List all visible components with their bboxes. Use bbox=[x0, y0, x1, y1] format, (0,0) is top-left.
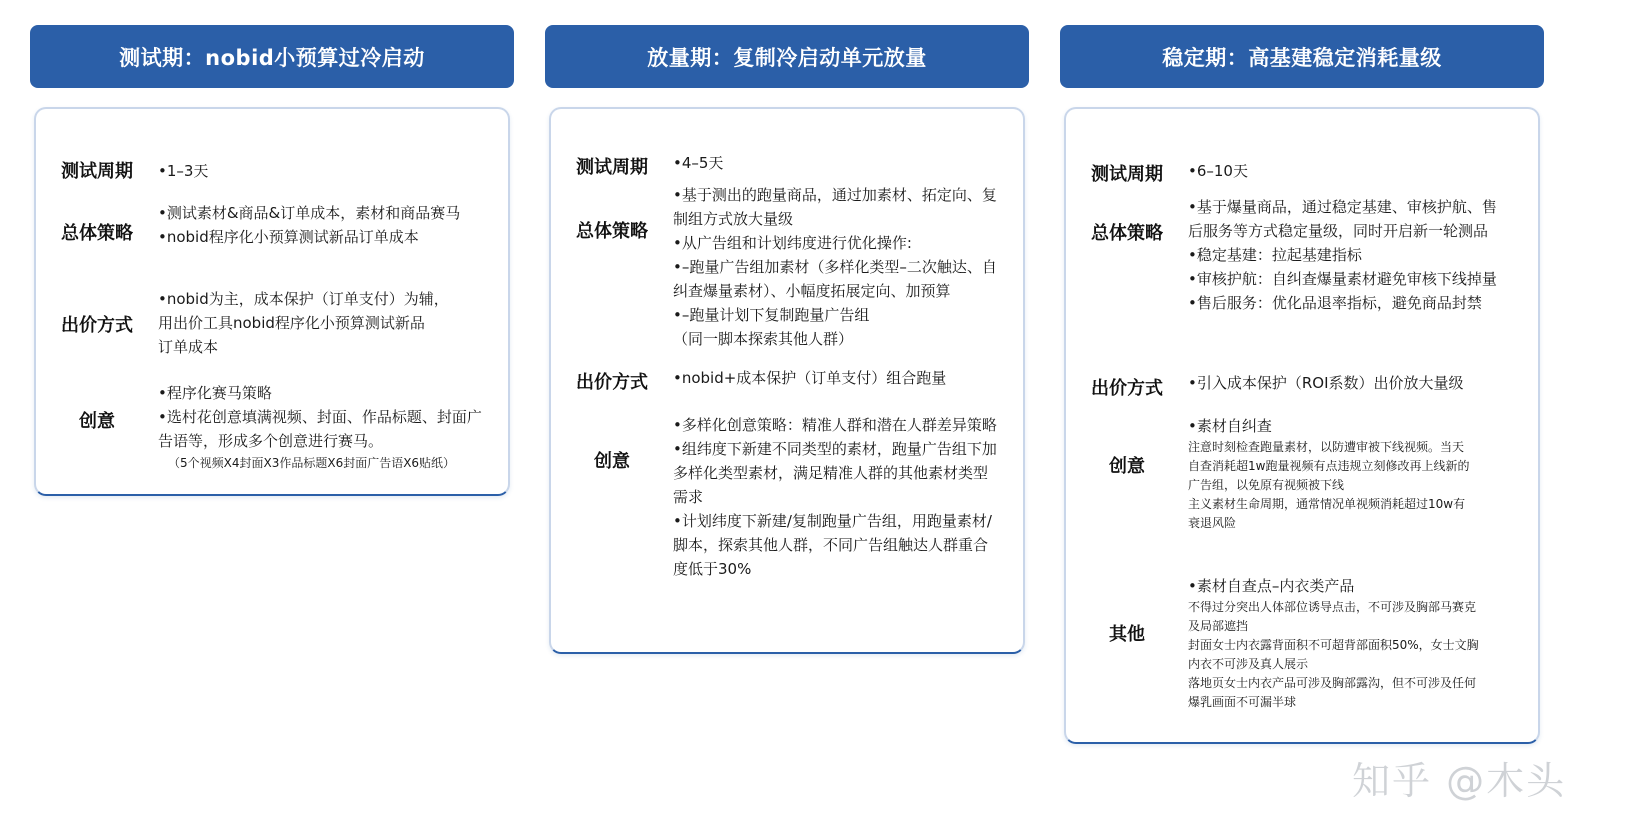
section-detail: 主义素材生命周期，通常情况单视频消耗超过10w有 bbox=[1188, 497, 1466, 511]
watermark: 知乎 @木头 bbox=[1352, 759, 1567, 803]
section-line: •售后服务：优化品退率指标，避免商品封禁 bbox=[1188, 294, 1482, 312]
section-line: 后服务等方式稳定量级，同时开启新一轮测品 bbox=[1188, 222, 1489, 240]
section-line: •从广告组和计划纬度进行优化操作: bbox=[673, 234, 912, 252]
section-detail: 封面女士内衣露背面积不可超背部面积50%，女士文胸 bbox=[1188, 638, 1479, 652]
section-line: •nobid程序化小预算测试新品订单成本 bbox=[158, 228, 419, 246]
section-line: •素材自纠查 bbox=[1188, 417, 1272, 435]
stage-header bbox=[545, 25, 1029, 88]
section-label: 总体策略 bbox=[1091, 223, 1163, 244]
section-line: •审核护航：自纠查爆量素材避免审核下线掉量 bbox=[1188, 270, 1497, 288]
section-line: •基于测出的跑量商品，通过加素材、拓定向、复 bbox=[673, 186, 997, 204]
section-line: 脚本，探索其他人群，不同广告组触达人群重合 bbox=[673, 536, 989, 554]
section-line: •基于爆量商品，通过稳定基建、审核护航、售 bbox=[1188, 198, 1497, 216]
section-detail: 内衣不可涉及真人展示 bbox=[1188, 657, 1309, 671]
stage-card bbox=[1064, 107, 1540, 744]
section-detail: 衰退风险 bbox=[1188, 516, 1237, 530]
stage-title: 放量期：复制冷启动单元放量 bbox=[647, 45, 927, 70]
section-label: 创意 bbox=[1109, 456, 1145, 477]
section-line: •稳定基建：拉起基建指标 bbox=[1188, 246, 1362, 264]
section-line: •6–10天 bbox=[1188, 162, 1248, 180]
section-label: 总体策略 bbox=[576, 221, 648, 242]
section-line: •组纬度下新建不同类型的素材，跑量广告组下加 bbox=[673, 440, 997, 458]
stage-header bbox=[30, 25, 514, 88]
section-line: •选村花创意填满视频、封面、作品标题、封面广 bbox=[158, 408, 482, 426]
section-line: •nobid为主，成本保护（订单支付）为辅， bbox=[158, 290, 449, 308]
section-label: 出价方式 bbox=[61, 315, 133, 336]
section-label: 出价方式 bbox=[1091, 378, 1163, 399]
section-line: •1–3天 bbox=[158, 162, 209, 180]
stage-card bbox=[34, 107, 510, 496]
section-label: 测试周期 bbox=[61, 161, 133, 182]
section-label: 出价方式 bbox=[576, 372, 648, 393]
section-label: 总体策略 bbox=[61, 223, 133, 244]
section-detail: 爆乳画面不可漏半球 bbox=[1188, 695, 1297, 709]
section-line: •测试素材&商品&订单成本，素材和商品赛马 bbox=[158, 204, 461, 222]
stage-title: 稳定期：高基建稳定消耗量级 bbox=[1162, 45, 1442, 70]
section-line: •程序化赛马策略 bbox=[158, 384, 272, 402]
stage-header bbox=[1060, 25, 1544, 88]
section-line: •引入成本保护（ROI系数）出价放大量级 bbox=[1188, 374, 1464, 392]
section-line: •多样化创意策略：精准人群和潜在人群差异策略 bbox=[673, 416, 997, 434]
section-line: 告语等，形成多个创意进行赛马。 bbox=[158, 432, 384, 450]
section-line: •–跑量计划下复制跑量广告组 bbox=[673, 306, 870, 324]
section-label: 测试周期 bbox=[1091, 164, 1163, 185]
section-line: 订单成本 bbox=[158, 338, 219, 356]
section-note: （5个视频X4封面X3作品标题X6封面广告语X6贴纸） bbox=[168, 456, 456, 470]
section-line: •–跑量广告组加素材（多样化类型–二次触达、自 bbox=[673, 258, 997, 276]
section-line: •nobid+成本保护（订单支付）组合跑量 bbox=[673, 369, 947, 387]
stage-title: 测试期：nobid小预算过冷启动 bbox=[119, 45, 425, 70]
section-label: 其他 bbox=[1109, 624, 1145, 645]
section-line: •4–5天 bbox=[673, 154, 724, 172]
section-line: •素材自查点–内衣类产品 bbox=[1188, 577, 1355, 595]
section-detail: 落地页女士内衣产品可涉及胸部露沟，但不可涉及任何 bbox=[1188, 676, 1477, 690]
section-detail: 广告组，以免原有视频被下线 bbox=[1188, 478, 1345, 492]
section-detail: 不得过分突出人体部位诱导点击，不可涉及胸部马赛克 bbox=[1188, 600, 1477, 614]
section-label: 测试周期 bbox=[576, 157, 648, 178]
section-line: 度低于30% bbox=[673, 560, 752, 578]
section-label: 创意 bbox=[594, 451, 630, 472]
section-line: •计划纬度下新建/复制跑量广告组，用跑量素材/ bbox=[673, 512, 992, 530]
section-detail: 注意时刻检查跑量素材，以防遭审被下线视频。当天 bbox=[1188, 440, 1465, 454]
section-line: 纠查爆量素材）、小幅度拓展定向、加预算 bbox=[673, 282, 951, 300]
section-line: 用出价工具nobid程序化小预算测试新品 bbox=[158, 314, 425, 332]
stage-card bbox=[549, 107, 1025, 654]
section-line: 需求 bbox=[673, 488, 704, 506]
section-line: （同一脚本探索其他人群） bbox=[673, 330, 854, 348]
section-line: 制组方式放大量级 bbox=[673, 210, 794, 228]
section-label: 创意 bbox=[79, 411, 115, 432]
section-detail: 自查消耗超1w跑量视频有点违规立刻修改再上线新的 bbox=[1188, 459, 1470, 473]
section-line: 多样化类型素材，满足精准人群的其他素材类型 bbox=[673, 464, 989, 482]
section-detail: 及局部遮挡 bbox=[1188, 619, 1249, 633]
